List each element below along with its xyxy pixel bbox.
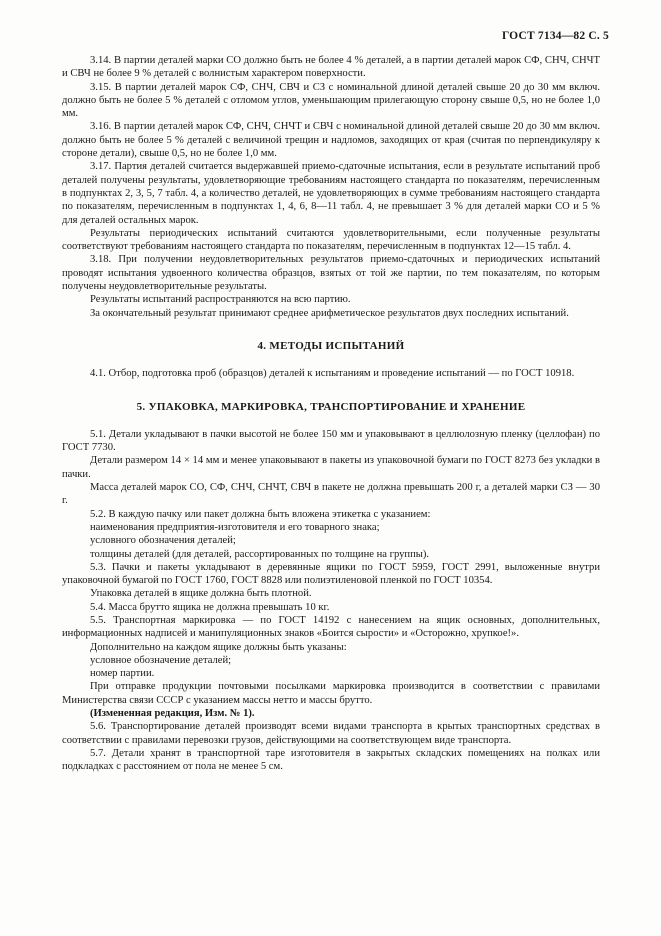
paragraph-5-7: 5.7. Детали хранят в транспортной таре изготовителя в закрытых складских помещениях на полках или подкладках с расстоянием от пола не менее 5 см. [62,747,600,773]
paragraph-postal-shipping: При отправке продукции почтовыми посылками маркировка производится в соответствии с правилами Министерства связи СССР с указанием массы нетто и массы брутто. [62,681,600,706]
paragraph-5-3: 5.3. Пачки и пакеты укладывают в деревянные ящики по ГОСТ 5959, ГОСТ 2991, выложенные внутри упаковочной бумагой по ГОСТ 1760, ГОСТ 8828 или полиэтиленовой пленкой по ГОСТ 10354. [62,561,600,587]
paragraph-results-scope: Результаты испытаний распространяются на всю партию. [90,294,351,306]
paragraph-mass-limit: Масса деталей марок СО, СФ, СНЧ, СНЧТ, СВЧ в пакете не должна превышать 200 г, а деталей марки СЗ — 30 г. [62,482,600,507]
paragraph-3-14: 3.14. В партии деталей марки СО должно быть не более 4 % деталей, а в партии деталей марок СФ, СНЧ, СНЧТ и СВЧ не более 9 % деталей с волнистым характером поверхности. [62,55,600,80]
document-body [62,54,600,774]
paragraph-4-1: 4.1. Отбор, подготовка проб (образцов) деталей к испытаниям и проведение испытаний — по ГОСТ 10918. [90,368,575,380]
paragraph-3-16: 3.16. В партии деталей марок СФ, СНЧ, СНЧТ и СВЧ с номинальной длиной деталей свыше 20 до 30 мм включ. должно быть не более 5 % деталей с величиной трещин и надломов, заходящих от края (считая по перпендикуляру к стороне детали), свыше 0,5, но не более 1,0 мм. [62,121,600,160]
list-item-part-designation: условное обозначение деталей; [90,654,232,666]
section-5-heading: 5. УПАКОВКА, МАРКИРОВКА, ТРАНСПОРТИРОВАНИЕ И ХРАНЕНИЕ [136,400,526,413]
list-item-thickness: толщины деталей (для деталей, рассортированных по толщине на группы). [90,548,430,560]
paragraph-3-18: 3.18. При получении неудовлетворительных результатов приемо-сдаточных и периодических испытаний проводят испытания удвоенного количества образцов, взятых от той же партии, по тем показателям, по которым получены неудовлетворительные результаты. [62,254,600,293]
paragraph-packing-tight: Упаковка деталей в ящике должна быть плотной. [90,588,312,600]
paragraph-5-1: 5.1. Детали укладывают в пачки высотой не более 150 мм и упаковывают в целлюлозную пленку (целлофан) по ГОСТ 7730. [62,428,600,454]
amendment-note: (Измененная редакция, Изм. № 1). [90,708,255,720]
paragraph-5-4: 5.4. Масса брутто ящика не должна превышать 10 кг. [90,601,330,613]
paragraph-small-parts: Детали размером 14 × 14 мм и менее упаковывают в пакеты из упаковочной бумаги по ГОСТ 8273 без укладки в пачки. [62,455,600,480]
list-item-manufacturer: наименования предприятия-изготовителя и его товарного знака; [90,521,380,533]
list-item-batch-number: номер партии. [90,668,155,680]
paragraph-5-2: 5.2. В каждую пачку или пакет должна быть вложена этикетка с указанием: [90,508,431,520]
paragraph-3-17: 3.17. Партия деталей считается выдержавшей приемо-сдаточные испытания, если в результате испытаний проб деталей получены результаты, удовлетворяющие требованиям настоящего стандарта по показателям, перечисленным в подпунктах 2, 3, 5, 7 табл. 4, а количество деталей, не удовлетворяющих в сумме требованиям настоящего стандарта по показателям, перечисленным в подпунктах 1, 4, 6, 8—11 табл. 4, не превышает 3 % для деталей марки СО и 5 % для деталей остальных марок. [62,161,600,226]
paragraph-5-6: 5.6. Транспортирование деталей производят всеми видами транспорта в крытых транспортных средствах в соответствии с правилами перевозки грузов, действующими на соответствующем виде транспорта. [62,721,600,746]
paragraph-final-result: За окончательный результат принимают среднее арифметическое результатов двух последних испытаний. [90,307,569,319]
paragraph-additional-marking: Дополнительно на каждом ящике должны быть указаны: [90,641,347,653]
paragraph-3-15: 3.15. В партии деталей марок СФ, СНЧ, СВЧ и СЗ с номинальной длиной деталей свыше 20 до 30 мм включ. должно быть не более 5 % деталей с отломом углов, уменьшающим прилегающую сторону свыше 0,5, но не более 1,0 мм. [62,81,600,120]
paragraph-5-5: 5.5. Транспортная маркировка — по ГОСТ 14192 с нанесением на ящик основных, дополнительных, информационных надписей и манипуляционных знаков «Боится сырости» и «Осторожно, хрупкое!». [62,614,600,640]
page-header: ГОСТ 7134—82 С. 5 [501,30,609,42]
paragraph-periodic-results: Результаты периодических испытаний считаются удовлетворительными, если полученные результаты соответствуют требованиям настоящего стандарта по показателям, перечисленным в подпунктах 12—15 табл. 4. [62,227,600,253]
list-item-designation: условного обозначения деталей; [90,535,236,547]
section-4-heading: 4. МЕТОДЫ ИСПЫТАНИЙ [257,339,405,352]
